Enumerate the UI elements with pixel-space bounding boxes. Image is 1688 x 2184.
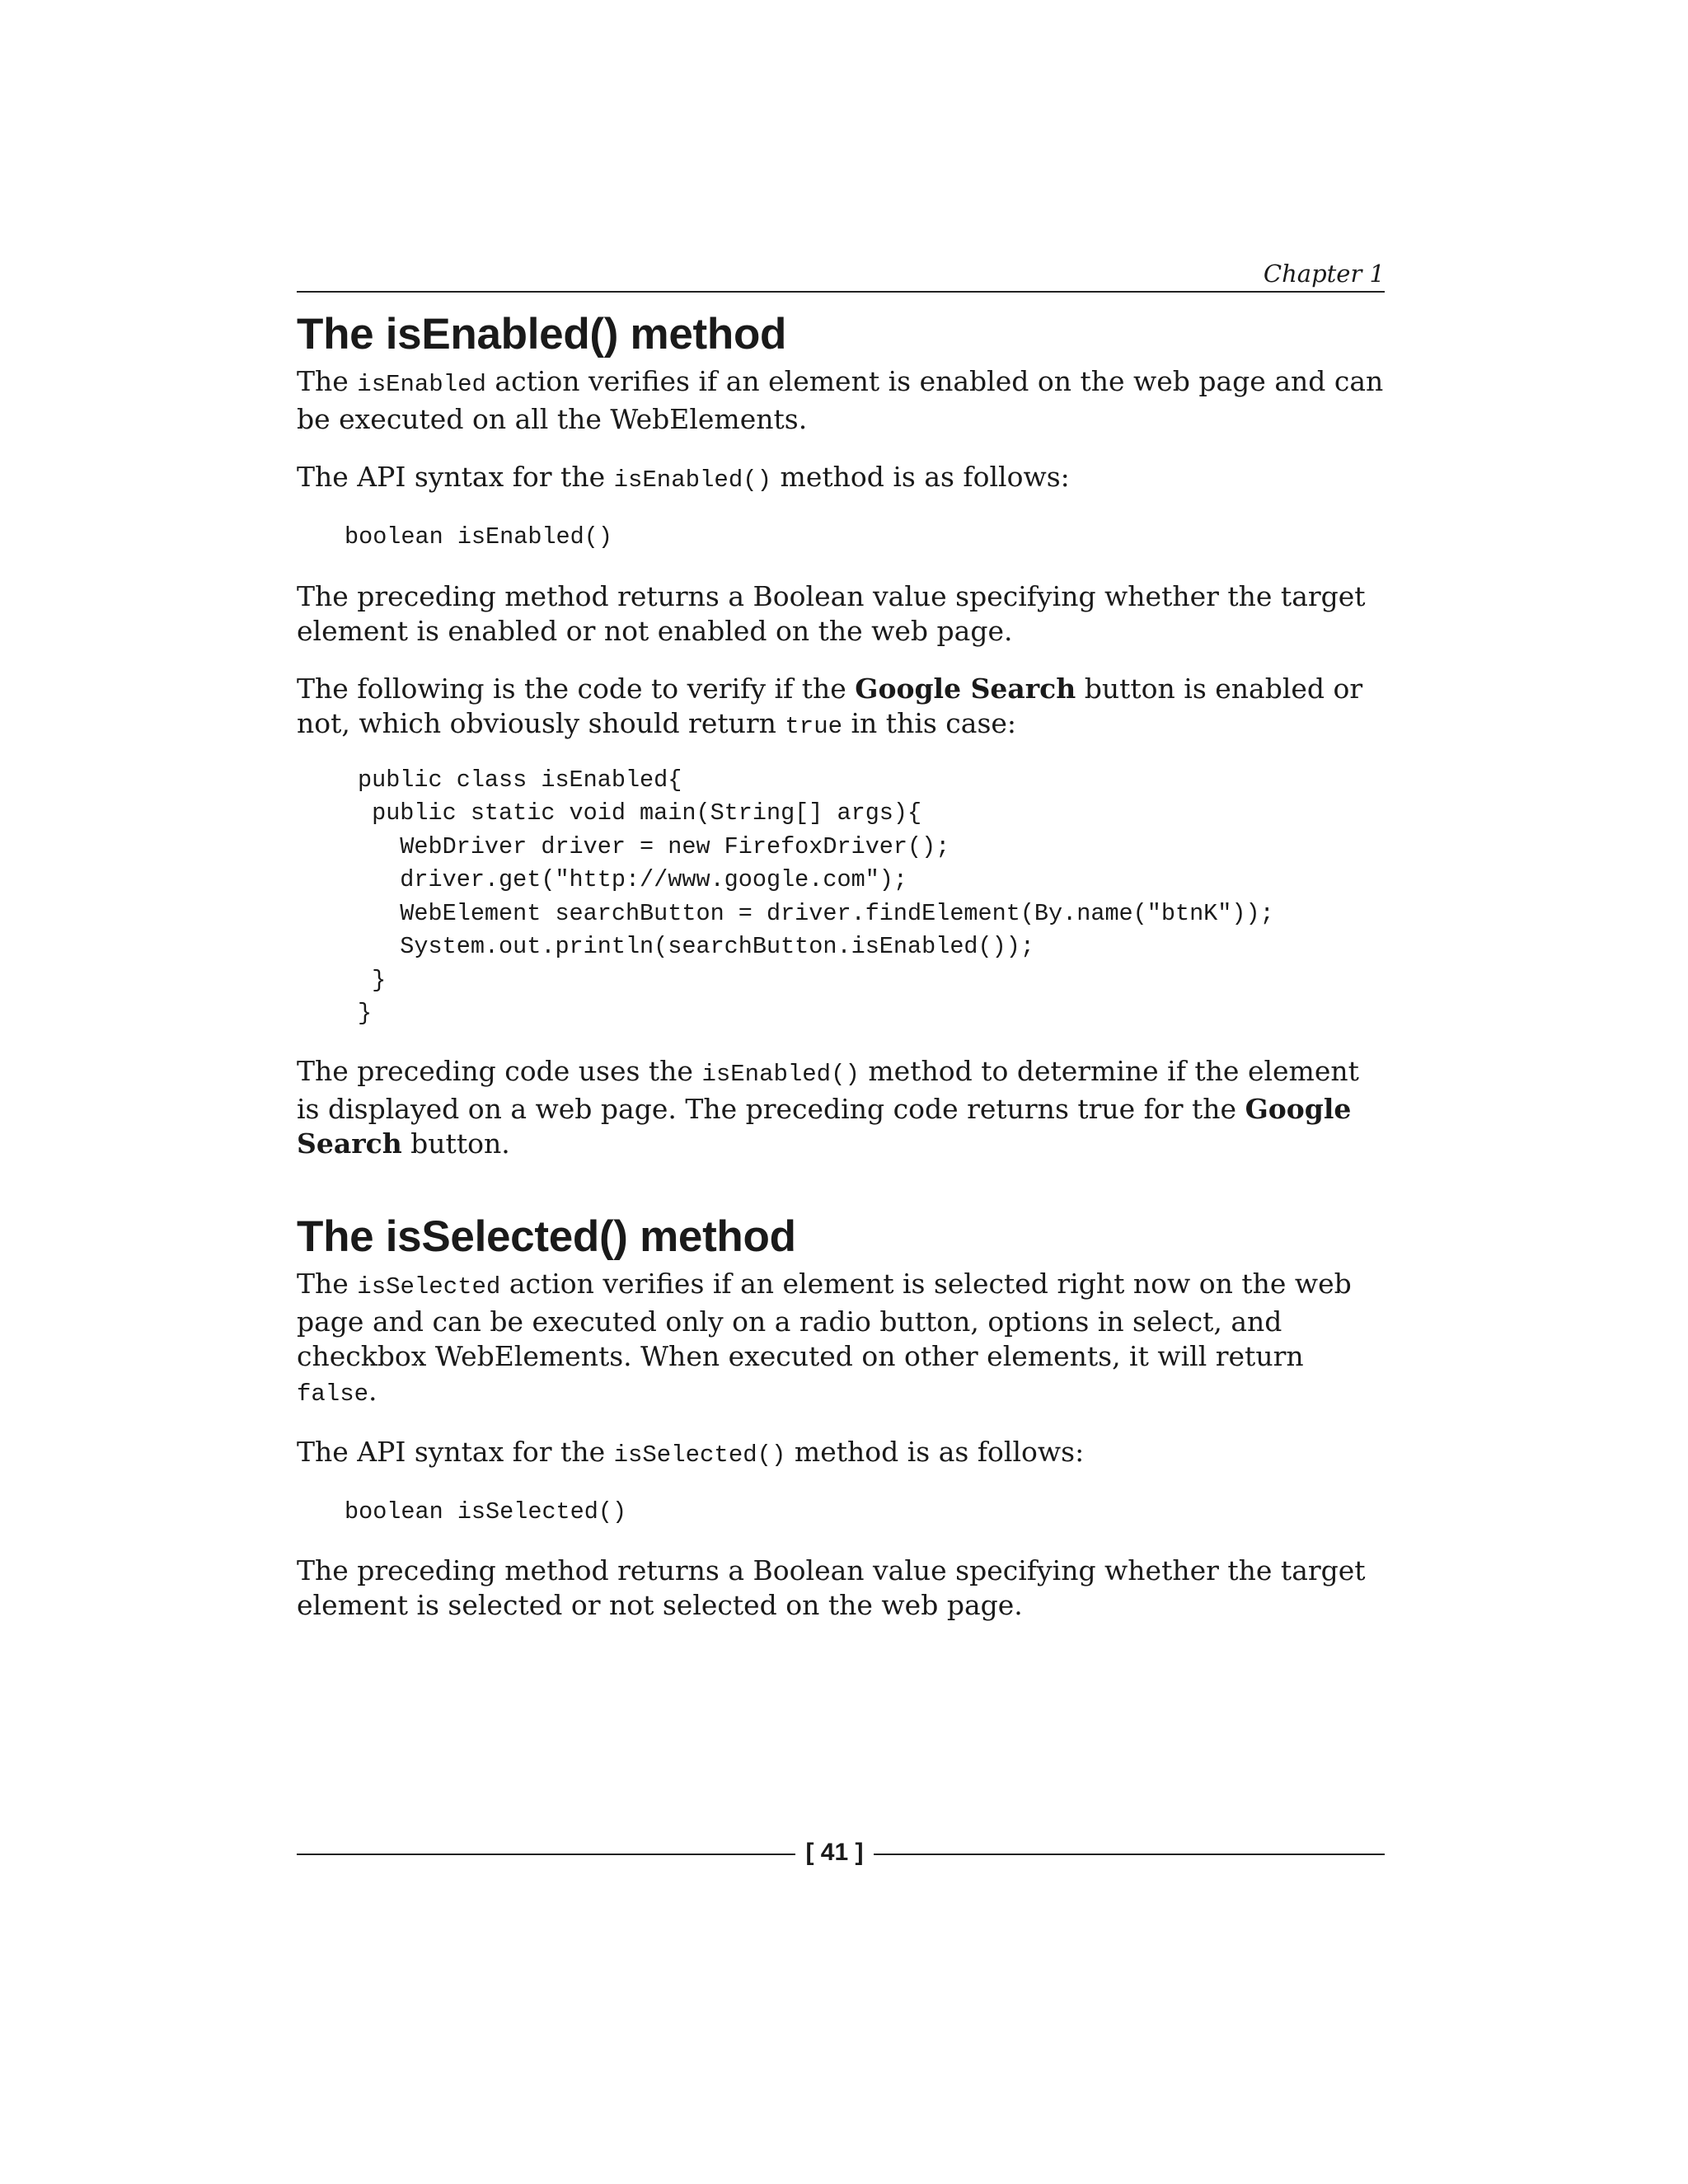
text-span: button.: [401, 1127, 510, 1160]
text-span: method is as follows:: [785, 1435, 1085, 1468]
paragraph-isenabled-example-intro: [297, 672, 1385, 744]
section-heading-isenabled: The isEnabled() method: [297, 310, 787, 359]
code-line: WebDriver driver = new FirefoxDriver();: [358, 832, 950, 860]
text-span: The preceding code uses the: [297, 1054, 702, 1087]
code-line: public class isEnabled{: [358, 766, 682, 794]
inline-code: false: [297, 1380, 369, 1408]
running-head: Chapter 1: [1263, 260, 1385, 288]
section-heading-isselected: The isSelected() method: [297, 1212, 796, 1261]
text-span: method is as follows:: [771, 461, 1070, 493]
paragraph-isenabled-returns: The preceding method returns a Boolean value specifying whether the target element is enabled or not enabled on the web page.: [297, 579, 1366, 647]
inline-code: isEnabled(): [613, 466, 772, 494]
footer-rule-left: [297, 1854, 795, 1855]
code-line: }: [358, 966, 387, 994]
page-footer: [297, 1833, 1385, 1874]
code-line: }: [358, 1000, 373, 1027]
inline-code: isSelected: [357, 1272, 501, 1301]
inline-code: true: [785, 712, 843, 740]
paragraph-isenabled-intro: [297, 364, 1385, 437]
paragraph-isselected-syntax-intro: [297, 1435, 1385, 1473]
paragraph-isselected-intro: [297, 1267, 1385, 1412]
text-span: .: [368, 1374, 377, 1407]
text-span: The API syntax for the: [297, 1435, 614, 1468]
code-line: public static void main(String[] args){: [358, 799, 922, 827]
paragraph-isenabled-syntax-intro: [297, 460, 1385, 498]
bold-term: Google Search: [297, 1092, 1352, 1160]
code-line: System.out.println(searchButton.isEnabled());: [358, 933, 1034, 960]
code-listing-isenabled: [297, 764, 1385, 1031]
header-rule: [297, 291, 1385, 293]
page-number: [ 41 ]: [805, 1839, 864, 1866]
inline-code: isEnabled: [357, 371, 486, 398]
syntax-code-isenabled: boolean isEnabled(): [345, 523, 612, 551]
page-content: [297, 307, 1385, 1646]
syntax-code-isselected: boolean isSelected(): [345, 1497, 627, 1526]
code-line: WebElement searchButton = driver.findElement(By.name("btnK"));: [358, 899, 1274, 927]
paragraph-isenabled-explanation: [297, 1054, 1385, 1161]
code-line: driver.get("http://www.google.com");: [358, 866, 908, 893]
text-span: button is enabled or not, which obviously should return: [297, 672, 1363, 739]
text-span: action verifies if an element is selected right now on the web page and can be executed only on a radio button, options in select, and checkbox WebElements. When executed on other elements, it will return: [297, 1267, 1352, 1372]
bold-term: Google Search: [855, 672, 1076, 705]
text-span: The API syntax for the: [297, 461, 614, 493]
footer-rule-right: [874, 1854, 1385, 1855]
inline-code: isEnabled(): [701, 1060, 860, 1088]
section-spacer: [297, 1184, 1385, 1209]
inline-code: isSelected(): [613, 1441, 786, 1469]
text-span: action verifies if an element is enabled on the web page and can be executed on all the WebElements.: [297, 365, 1384, 435]
paragraph-isselected-returns: The preceding method returns a Boolean value specifying whether the target element is selected or not selected on the web page.: [297, 1554, 1366, 1621]
text-span: method to determine if the element is displayed on a web page. The preceding code returns true for the: [297, 1054, 1359, 1125]
text-span: The: [297, 1267, 358, 1300]
text-span: The following is the code to verify if the: [297, 672, 856, 705]
text-span: The: [297, 365, 358, 397]
text-span: in this case:: [842, 706, 1017, 739]
